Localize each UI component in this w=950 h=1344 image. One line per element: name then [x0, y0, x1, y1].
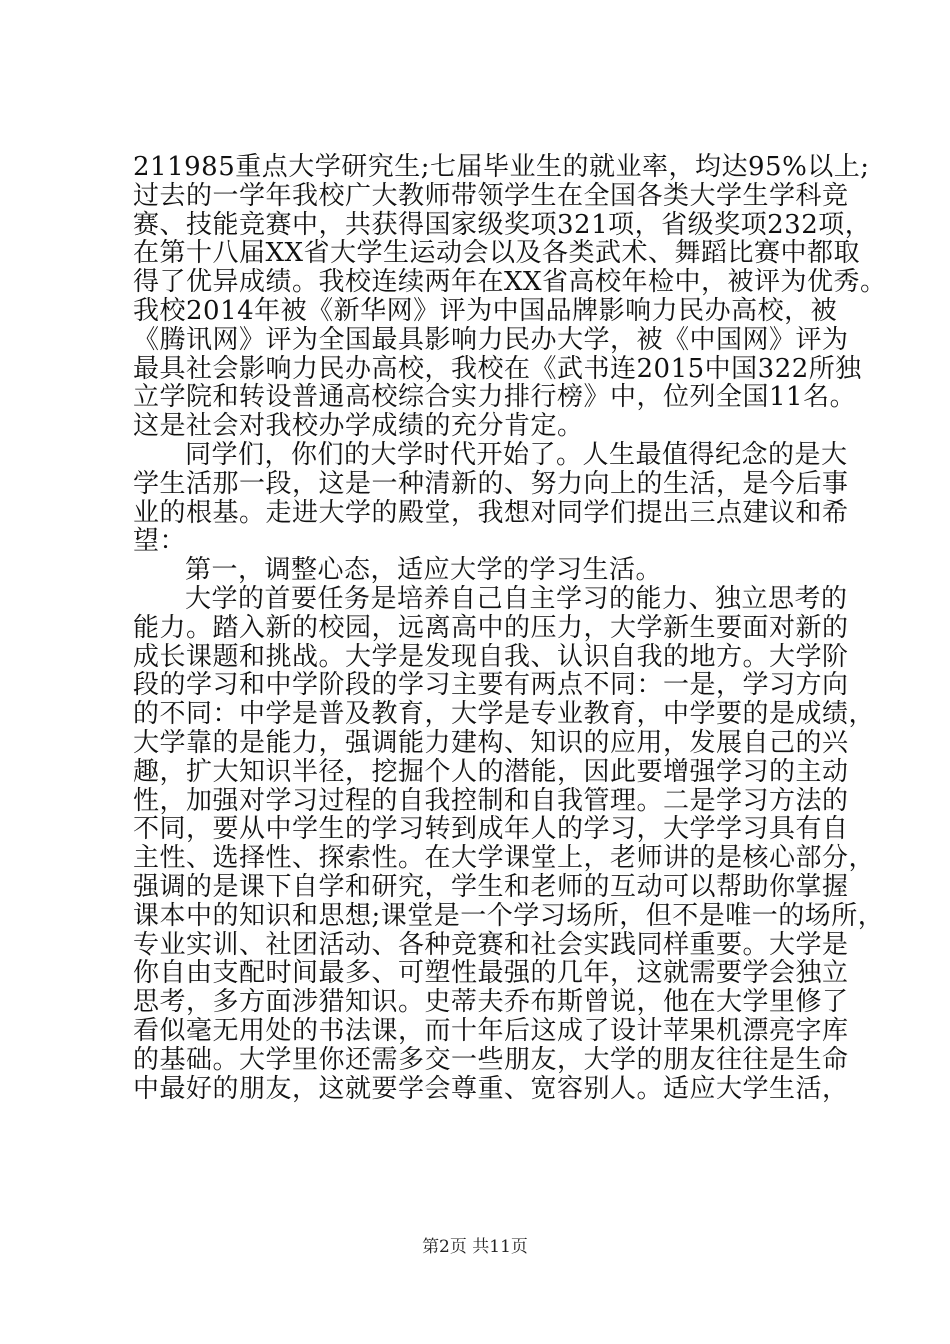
text-line: 中最好的朋友，这就要学会尊重、宽容别人。适应大学生活， — [133, 1073, 849, 1104]
text-line: 望： — [133, 526, 187, 557]
text-line: 主性、选择性、探索性。在大学课堂上，老师讲的是核心部分， — [133, 843, 876, 874]
text-line: 课本中的知识和思想;课堂是一个学习场所，但不是唯一的场所， — [133, 900, 885, 931]
text-line: 强调的是课下自学和研究，学生和老师的互动可以帮助你掌握 — [133, 871, 849, 902]
text-line: 赛、技能竞赛中，共获得国家级奖项321项，省级奖项232项， — [133, 209, 872, 240]
text-line: 立学院和转设普通高校综合实力排行榜》中，位列全国11名。 — [133, 382, 857, 413]
text-line: 《腾讯网》评为全国最具影响力民办大学，被《中国网》评为 — [133, 324, 849, 355]
text-line: 学生活那一段，这是一种清新的、努力向上的生活，是今后事 — [133, 468, 849, 499]
body-text — [133, 152, 887, 1104]
text-line: 业的根基。走进大学的殿堂，我想对同学们提出三点建议和希 — [133, 497, 849, 528]
section-heading: 第一，调整心态，适应大学的学习生活。 — [185, 555, 663, 586]
text-line: 成长课题和挑战。大学是发现自我、认识自我的地方。大学阶 — [133, 641, 849, 672]
page-footer — [0, 1232, 950, 1257]
text-line: 的基础。大学里你还需多交一些朋友，大学的朋友往往是生命 — [133, 1044, 849, 1075]
text-line: 能力。踏入新的校园，远离高中的压力，大学新生要面对新的 — [133, 612, 849, 643]
page-number: 第2页 共11页 — [422, 1237, 528, 1257]
text-line: 不同，要从中学生的学习转到成年人的学习，大学学习具有自 — [133, 814, 849, 845]
text-line: 这是社会对我校办学成绩的充分肯定。 — [133, 411, 584, 442]
text-line: 大学靠的是能力，强调能力建构、知识的应用，发展自己的兴 — [133, 727, 849, 758]
paragraph-start-line: 大学的首要任务是培养自己自主学习的能力、独立思考的 — [185, 583, 848, 614]
text-line: 你自由支配时间最多、可塑性最强的几年，这就需要学会独立 — [133, 958, 849, 989]
text-line: 我校2014年被《新华网》评为中国品牌影响力民办高校，被 — [133, 295, 838, 326]
text-line: 专业实训、社团活动、各种竞赛和社会实践同样重要。大学是 — [133, 929, 849, 960]
text-line: 段的学习和中学阶段的学习主要有两点不同：一是，学习方向 — [133, 670, 849, 701]
text-line: 趣，扩大知识半径，挖掘个人的潜能，因此要增强学习的主动 — [133, 756, 849, 787]
text-line: 的不同：中学是普及教育，大学是专业教育，中学要的是成绩， — [133, 699, 876, 730]
text-line: 性，加强对学习过程的自我控制和自我管理。二是学习方法的 — [133, 785, 849, 816]
text-line: 最具社会影响力民办高校，我校在《武书连2015中国322所独 — [133, 353, 862, 384]
text-line: 思考，多方面涉猎知识。史蒂夫乔布斯曾说，他在大学里修了 — [133, 987, 849, 1018]
paragraph-start-line: 同学们，你们的大学时代开始了。人生最值得纪念的是大 — [185, 439, 848, 470]
text-line: 过去的一学年我校广大教师带领学生在全国各类大学生学科竞 — [133, 180, 849, 211]
text-line: 211985重点大学研究生;七届毕业生的就业率，均达95%以上; — [133, 152, 870, 182]
text-line: 得了优异成绩。我校连续两年在XX省高校年检中，被评为优秀。 — [133, 267, 887, 298]
text-line: 看似毫无用处的书法课，而十年后这成了设计苹果机漂亮字库 — [133, 1015, 849, 1046]
text-line: 在第十八届XX省大学生运动会以及各类武术、舞蹈比赛中都取 — [133, 238, 861, 269]
